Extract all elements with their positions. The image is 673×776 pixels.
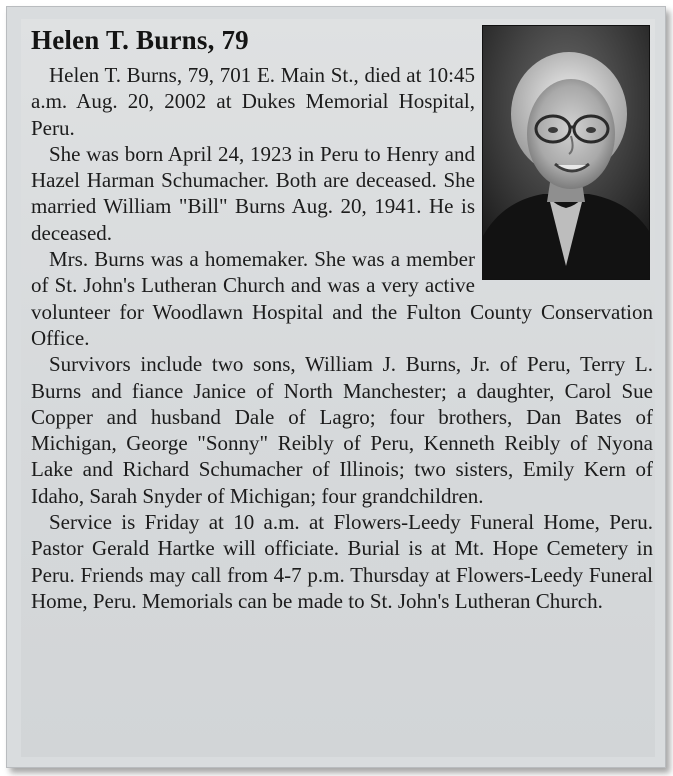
photo-frame bbox=[6, 6, 666, 768]
paragraph-life: Mrs. Burns was a homemaker. She was a member of St. John's Lutheran Church and was a very active volunteer for Woodlawn Hospital and the Fulton County Conservation Office. bbox=[31, 247, 653, 350]
paragraph-services: Service is Friday at 10 a.m. at Flowers-Leedy Funeral Home, Peru. Pastor Gerald Hartke will officiate. Burial is at Mt. Hope Cemetery in Peru. Friends may call from 4-7 p.m. Thursday at Flowers-Leedy Funeral Home, Peru. Memorials can be made to St. John's Lutheran Church. bbox=[31, 510, 653, 613]
paragraph-survivors: Survivors include two sons, William J. Burns, Jr. of Peru, Terry L. Burns and fiance Janice of North Manchester; a daughter, Carol Sue Copper and husband Dale of Lagro; four brothers, Dan Bates of Michigan, George "Sonny" Reibly of Peru, Kenneth Reibly of Nyona Lake and Richard Schumacher of Illinois; two sisters, Emily Kern of Idaho, Sarah Snyder of Michigan; four grandchildren. bbox=[31, 352, 653, 508]
paragraph-death-notice: Helen T. Burns, 79, 701 E. Main St., died at 10:45 a.m. Aug. 20, 2002 at Dukes Memorial Hospital, Peru. bbox=[31, 63, 475, 140]
obituary-body bbox=[31, 62, 653, 614]
newspaper-clipping bbox=[21, 19, 655, 757]
photo-spacer bbox=[475, 62, 653, 284]
paragraph-birth-marriage: She was born April 24, 1923 in Peru to Henry and Hazel Harman Schumacher. Both are deceased. She married William "Bill" Burns Aug. 20, 1941. He is deceased. bbox=[31, 141, 475, 245]
obituary-headline: Helen T. Burns, 79 bbox=[31, 25, 249, 55]
